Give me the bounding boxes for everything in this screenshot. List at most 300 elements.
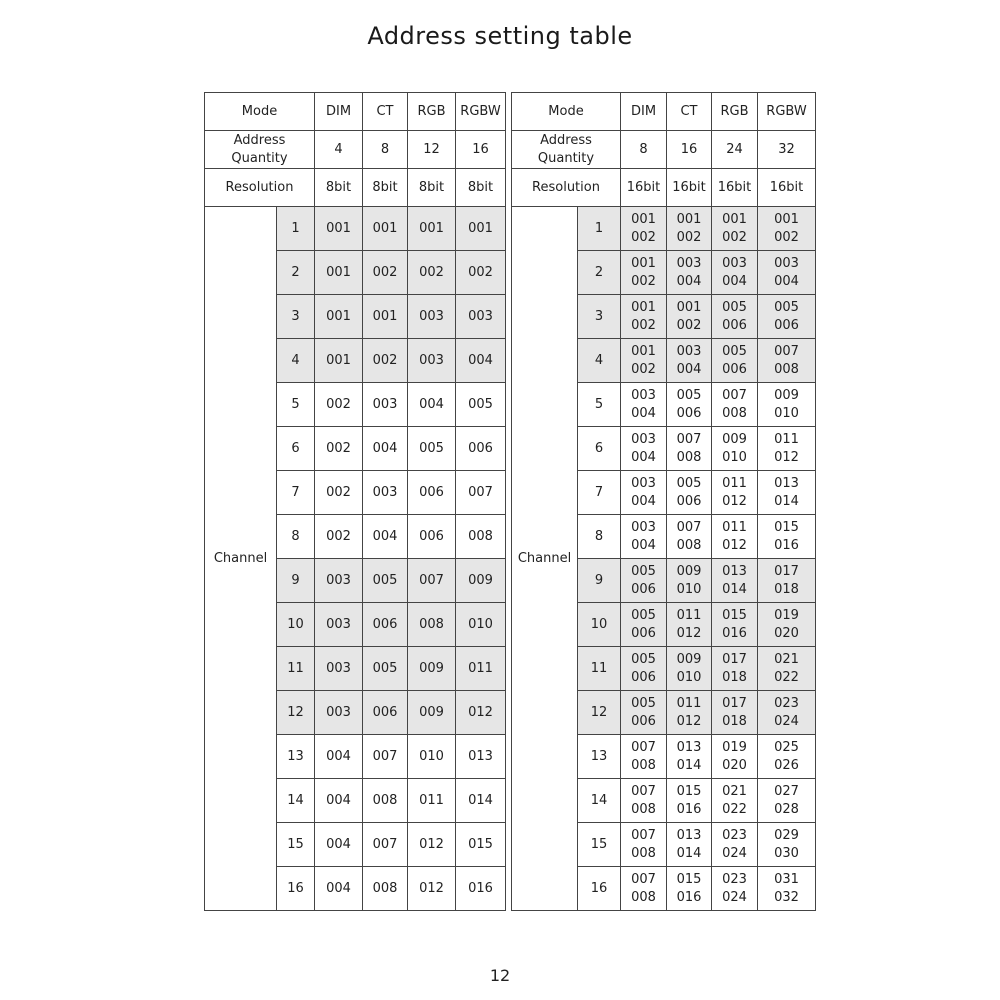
- address-cell-dim: 002: [315, 471, 363, 515]
- address-cell-rgb: [712, 471, 758, 515]
- address-value: 013: [722, 563, 747, 579]
- mode-dim: DIM: [315, 93, 363, 131]
- address-value: 006: [631, 669, 656, 685]
- mode-ct: CT: [363, 93, 408, 131]
- address-value: 012: [676, 713, 702, 729]
- address-cell-rgb: [712, 339, 758, 383]
- address-value: 024: [774, 713, 799, 729]
- address-cell-rgbw: [758, 867, 816, 911]
- address-value: 018: [774, 581, 799, 597]
- address-cell-dim: [621, 427, 667, 471]
- quantity-rgb: 12: [408, 131, 456, 169]
- channel-number: 16: [578, 867, 621, 911]
- address-cell-dim: 003: [315, 559, 363, 603]
- address-value: 021: [774, 651, 799, 667]
- channel-number: 11: [578, 647, 621, 691]
- address-cell-rgbw: [758, 383, 816, 427]
- channel-label: Channel: [512, 207, 578, 911]
- address-value: 003: [722, 255, 747, 271]
- address-value: 008: [631, 889, 656, 905]
- address-cell-ct: [667, 515, 712, 559]
- address-value: 002: [631, 273, 656, 289]
- quantity-dim: 8: [621, 131, 667, 169]
- address-value: 001: [631, 343, 656, 359]
- address-cell-ct: 003: [363, 383, 408, 427]
- quantity-dim: 4: [315, 131, 363, 169]
- address-value: 008: [676, 537, 702, 553]
- channel-number: 14: [277, 779, 315, 823]
- resolution-label: Resolution: [205, 169, 315, 207]
- mode-label: Mode: [205, 93, 315, 131]
- address-cell-ct: 002: [363, 339, 408, 383]
- address-value: 003: [631, 519, 656, 535]
- address-cell-rgbw: 008: [456, 515, 506, 559]
- address-cell-rgbw: [758, 295, 816, 339]
- address-cell-rgbw: 006: [456, 427, 506, 471]
- address-cell-rgbw: 011: [456, 647, 506, 691]
- address-value: 005: [676, 387, 702, 403]
- address-value: 015: [722, 607, 747, 623]
- address-cell-dim: [621, 691, 667, 735]
- address-value: 016: [774, 537, 799, 553]
- address-cell-rgbw: 004: [456, 339, 506, 383]
- address-value: 016: [676, 889, 702, 905]
- address-cell-ct: [667, 603, 712, 647]
- address-value: 026: [774, 757, 799, 773]
- address-value: 002: [722, 229, 747, 245]
- address-cell-rgbw: 010: [456, 603, 506, 647]
- address-cell-dim: [621, 295, 667, 339]
- address-cell-rgb: 003: [408, 339, 456, 383]
- address-cell-rgbw: 014: [456, 779, 506, 823]
- address-value: 017: [722, 695, 747, 711]
- address-cell-dim: 003: [315, 603, 363, 647]
- address-value: 010: [774, 405, 799, 421]
- address-value: 006: [722, 317, 747, 333]
- address-cell-rgb: 003: [408, 295, 456, 339]
- address-value: 011: [722, 475, 747, 491]
- address-quantity-row: [512, 131, 816, 169]
- channel-number: 3: [277, 295, 315, 339]
- address-value: 004: [631, 537, 656, 553]
- address-cell-rgb: [712, 559, 758, 603]
- address-cell-rgb: 012: [408, 867, 456, 911]
- address-cell-dim: [621, 647, 667, 691]
- channel-number: 9: [277, 559, 315, 603]
- channel-number: 8: [578, 515, 621, 559]
- channel-number: 2: [578, 251, 621, 295]
- address-cell-ct: 004: [363, 427, 408, 471]
- address-value: 015: [676, 783, 702, 799]
- address-value: 029: [774, 827, 799, 843]
- address-value: 022: [722, 801, 747, 817]
- address-cell-dim: [621, 383, 667, 427]
- address-value: 017: [774, 563, 799, 579]
- address-cell-rgb: [712, 823, 758, 867]
- channel-number: 4: [578, 339, 621, 383]
- resolution-ct: 8bit: [363, 169, 408, 207]
- address-value: 016: [676, 801, 702, 817]
- address-value: 004: [631, 405, 656, 421]
- address-cell-rgb: 012: [408, 823, 456, 867]
- address-cell-rgbw: [758, 207, 816, 251]
- address-cell-ct: 005: [363, 647, 408, 691]
- resolution-row: [512, 169, 816, 207]
- address-table-16bit: [511, 92, 816, 911]
- address-value: 024: [722, 845, 747, 861]
- address-value: 028: [774, 801, 799, 817]
- channel-number: 6: [277, 427, 315, 471]
- address-quantity-label: Address Quantity: [512, 131, 621, 169]
- address-cell-ct: 002: [363, 251, 408, 295]
- channel-number: 14: [578, 779, 621, 823]
- address-value: 008: [676, 449, 702, 465]
- address-cell-rgb: 006: [408, 515, 456, 559]
- channel-number: 13: [277, 735, 315, 779]
- address-value: 001: [676, 211, 702, 227]
- address-value: 006: [676, 405, 702, 421]
- address-cell-rgb: [712, 867, 758, 911]
- address-value: 002: [676, 317, 702, 333]
- channel-number: 15: [277, 823, 315, 867]
- address-cell-rgb: [712, 515, 758, 559]
- address-value: 012: [676, 625, 702, 641]
- address-cell-rgb: 002: [408, 251, 456, 295]
- address-cell-rgb: [712, 383, 758, 427]
- address-cell-dim: 004: [315, 867, 363, 911]
- address-cell-dim: [621, 471, 667, 515]
- address-cell-ct: [667, 779, 712, 823]
- address-value: 001: [631, 211, 656, 227]
- address-value: 003: [631, 387, 656, 403]
- channel-number: 12: [277, 691, 315, 735]
- mode-row: [205, 93, 506, 131]
- address-cell-rgb: [712, 735, 758, 779]
- address-value: 031: [774, 871, 799, 887]
- address-value: 013: [676, 739, 702, 755]
- address-value: 012: [722, 493, 747, 509]
- address-value: 003: [631, 475, 656, 491]
- address-cell-dim: [621, 207, 667, 251]
- channel-label: Channel: [205, 207, 277, 911]
- address-cell-dim: 004: [315, 823, 363, 867]
- address-cell-dim: [621, 251, 667, 295]
- mode-label: Mode: [512, 93, 621, 131]
- address-cell-dim: [621, 735, 667, 779]
- address-value: 004: [631, 493, 656, 509]
- address-cell-rgb: 010: [408, 735, 456, 779]
- address-value: 007: [631, 827, 656, 843]
- address-value: 006: [722, 361, 747, 377]
- address-value: 008: [722, 405, 747, 421]
- channel-number: 16: [277, 867, 315, 911]
- address-cell-rgb: [712, 647, 758, 691]
- channel-number: 11: [277, 647, 315, 691]
- address-table-8bit: [204, 92, 506, 911]
- address-value: 023: [722, 827, 747, 843]
- address-value: 020: [722, 757, 747, 773]
- address-cell-ct: [667, 427, 712, 471]
- address-value: 025: [774, 739, 799, 755]
- address-cell-dim: 004: [315, 735, 363, 779]
- address-value: 020: [774, 625, 799, 641]
- address-value: 004: [631, 449, 656, 465]
- address-cell-rgb: [712, 427, 758, 471]
- resolution-rgbw: 16bit: [758, 169, 816, 207]
- address-cell-rgbw: 001: [456, 207, 506, 251]
- address-value: 010: [722, 449, 747, 465]
- address-cell-rgbw: 013: [456, 735, 506, 779]
- resolution-dim: 16bit: [621, 169, 667, 207]
- channel-number: 10: [277, 603, 315, 647]
- address-value: 021: [722, 783, 747, 799]
- address-value: 011: [676, 607, 702, 623]
- address-value: 006: [631, 625, 656, 641]
- address-cell-rgb: 008: [408, 603, 456, 647]
- address-cell-dim: 001: [315, 251, 363, 295]
- address-cell-dim: [621, 823, 667, 867]
- address-value: 013: [676, 827, 702, 843]
- channel-number: 8: [277, 515, 315, 559]
- address-cell-dim: 002: [315, 383, 363, 427]
- address-value: 006: [631, 713, 656, 729]
- channel-number: 4: [277, 339, 315, 383]
- address-value: 007: [676, 431, 702, 447]
- address-value: 018: [722, 713, 747, 729]
- address-value: 027: [774, 783, 799, 799]
- address-cell-dim: [621, 779, 667, 823]
- quantity-rgbw: 32: [758, 131, 816, 169]
- address-cell-rgb: 005: [408, 427, 456, 471]
- address-value: 015: [774, 519, 799, 535]
- resolution-row: [205, 169, 506, 207]
- address-value: 005: [722, 343, 747, 359]
- address-cell-rgbw: [758, 427, 816, 471]
- address-cell-rgbw: [758, 823, 816, 867]
- address-cell-ct: 001: [363, 207, 408, 251]
- address-cell-rgb: 007: [408, 559, 456, 603]
- address-cell-ct: [667, 295, 712, 339]
- address-cell-rgbw: 016: [456, 867, 506, 911]
- address-cell-ct: [667, 471, 712, 515]
- address-cell-rgbw: 012: [456, 691, 506, 735]
- address-value: 005: [631, 563, 656, 579]
- address-cell-ct: 007: [363, 735, 408, 779]
- address-cell-dim: 003: [315, 647, 363, 691]
- address-cell-rgbw: 009: [456, 559, 506, 603]
- quantity-rgbw: 16: [456, 131, 506, 169]
- address-cell-rgb: [712, 251, 758, 295]
- address-value: 007: [676, 519, 702, 535]
- address-cell-ct: 008: [363, 867, 408, 911]
- address-cell-dim: [621, 339, 667, 383]
- address-cell-ct: [667, 867, 712, 911]
- address-value: 004: [676, 361, 702, 377]
- quantity-ct: 8: [363, 131, 408, 169]
- address-cell-dim: 004: [315, 779, 363, 823]
- address-value: 011: [676, 695, 702, 711]
- address-value: 014: [722, 581, 747, 597]
- address-cell-rgb: [712, 295, 758, 339]
- channel-number: 1: [277, 207, 315, 251]
- address-value: 009: [774, 387, 799, 403]
- address-value: 010: [676, 669, 702, 685]
- address-value: 012: [774, 449, 799, 465]
- address-value: 004: [722, 273, 747, 289]
- address-cell-rgbw: 005: [456, 383, 506, 427]
- resolution-ct: 16bit: [667, 169, 712, 207]
- address-cell-ct: 001: [363, 295, 408, 339]
- address-value: 005: [631, 651, 656, 667]
- address-cell-dim: [621, 867, 667, 911]
- address-value: 006: [676, 493, 702, 509]
- address-cell-rgbw: [758, 559, 816, 603]
- address-value: 001: [774, 211, 799, 227]
- address-cell-dim: 001: [315, 295, 363, 339]
- address-cell-ct: 004: [363, 515, 408, 559]
- address-value: 005: [676, 475, 702, 491]
- address-value: 014: [676, 845, 702, 861]
- address-value: 014: [676, 757, 702, 773]
- address-value: 002: [774, 229, 799, 245]
- address-value: 010: [676, 581, 702, 597]
- quantity-ct: 16: [667, 131, 712, 169]
- address-value: 023: [722, 871, 747, 887]
- address-value: 001: [676, 299, 702, 315]
- address-cell-ct: [667, 823, 712, 867]
- address-value: 002: [631, 229, 656, 245]
- table-row: [512, 207, 816, 251]
- page-title: Address setting table: [367, 22, 633, 50]
- address-value: 007: [631, 871, 656, 887]
- address-value: 002: [676, 229, 702, 245]
- address-cell-rgbw: [758, 471, 816, 515]
- address-value: 004: [676, 273, 702, 289]
- address-value: 003: [774, 255, 799, 271]
- address-cell-dim: 001: [315, 339, 363, 383]
- address-cell-dim: [621, 603, 667, 647]
- address-cell-rgbw: [758, 603, 816, 647]
- address-value: 001: [722, 211, 747, 227]
- address-value: 014: [774, 493, 799, 509]
- channel-number: 5: [277, 383, 315, 427]
- address-value: 008: [774, 361, 799, 377]
- address-cell-dim: [621, 515, 667, 559]
- address-value: 005: [774, 299, 799, 315]
- address-cell-ct: [667, 383, 712, 427]
- channel-number: 10: [578, 603, 621, 647]
- address-cell-dim: 002: [315, 515, 363, 559]
- address-cell-ct: [667, 691, 712, 735]
- page-number: 12: [489, 966, 511, 985]
- address-value: 003: [631, 431, 656, 447]
- address-quantity-row: [205, 131, 506, 169]
- address-cell-rgb: [712, 779, 758, 823]
- channel-number: 6: [578, 427, 621, 471]
- address-cell-rgb: 001: [408, 207, 456, 251]
- address-value: 018: [722, 669, 747, 685]
- address-cell-ct: 005: [363, 559, 408, 603]
- mode-dim: DIM: [621, 93, 667, 131]
- address-cell-dim: 001: [315, 207, 363, 251]
- channel-number: 7: [578, 471, 621, 515]
- address-value: 005: [722, 299, 747, 315]
- address-cell-ct: [667, 207, 712, 251]
- resolution-rgb: 16bit: [712, 169, 758, 207]
- address-cell-rgb: 009: [408, 647, 456, 691]
- address-cell-rgbw: [758, 251, 816, 295]
- address-cell-rgbw: 007: [456, 471, 506, 515]
- channel-number: 13: [578, 735, 621, 779]
- address-value: 005: [631, 695, 656, 711]
- address-cell-ct: [667, 735, 712, 779]
- resolution-label: Resolution: [512, 169, 621, 207]
- address-value: 001: [631, 299, 656, 315]
- address-cell-ct: 008: [363, 779, 408, 823]
- address-value: 030: [774, 845, 799, 861]
- address-cell-dim: [621, 559, 667, 603]
- address-value: 017: [722, 651, 747, 667]
- address-value: 007: [722, 387, 747, 403]
- address-value: 019: [774, 607, 799, 623]
- table-row: [205, 207, 506, 251]
- address-cell-dim: 003: [315, 691, 363, 735]
- channel-number: 1: [578, 207, 621, 251]
- address-value: 003: [676, 343, 702, 359]
- address-value: 023: [774, 695, 799, 711]
- address-value: 019: [722, 739, 747, 755]
- address-cell-rgb: 011: [408, 779, 456, 823]
- address-value: 006: [774, 317, 799, 333]
- address-value: 005: [631, 607, 656, 623]
- address-cell-rgbw: [758, 339, 816, 383]
- address-value: 008: [631, 845, 656, 861]
- address-cell-rgb: 006: [408, 471, 456, 515]
- address-value: 003: [676, 255, 702, 271]
- address-quantity-label: Address Quantity: [205, 131, 315, 169]
- mode-rgbw: RGBW: [456, 93, 506, 131]
- address-value: 015: [676, 871, 702, 887]
- channel-number: 7: [277, 471, 315, 515]
- address-cell-ct: [667, 559, 712, 603]
- address-cell-rgbw: [758, 691, 816, 735]
- address-cell-ct: [667, 647, 712, 691]
- address-value: 022: [774, 669, 799, 685]
- address-cell-ct: [667, 251, 712, 295]
- address-cell-ct: 006: [363, 691, 408, 735]
- address-value: 009: [722, 431, 747, 447]
- mode-rgb: RGB: [408, 93, 456, 131]
- address-cell-rgb: [712, 603, 758, 647]
- quantity-rgb: 24: [712, 131, 758, 169]
- channel-number: 15: [578, 823, 621, 867]
- address-cell-rgbw: [758, 735, 816, 779]
- address-value: 007: [774, 343, 799, 359]
- mode-ct: CT: [667, 93, 712, 131]
- address-value: 001: [631, 255, 656, 271]
- address-cell-rgbw: 003: [456, 295, 506, 339]
- mode-rgb: RGB: [712, 93, 758, 131]
- address-value: 008: [631, 801, 656, 817]
- channel-number: 3: [578, 295, 621, 339]
- resolution-rgbw: 8bit: [456, 169, 506, 207]
- address-value: 032: [774, 889, 799, 905]
- address-value: 002: [631, 361, 656, 377]
- address-cell-rgbw: [758, 515, 816, 559]
- address-value: 024: [722, 889, 747, 905]
- channel-number: 12: [578, 691, 621, 735]
- channel-number: 2: [277, 251, 315, 295]
